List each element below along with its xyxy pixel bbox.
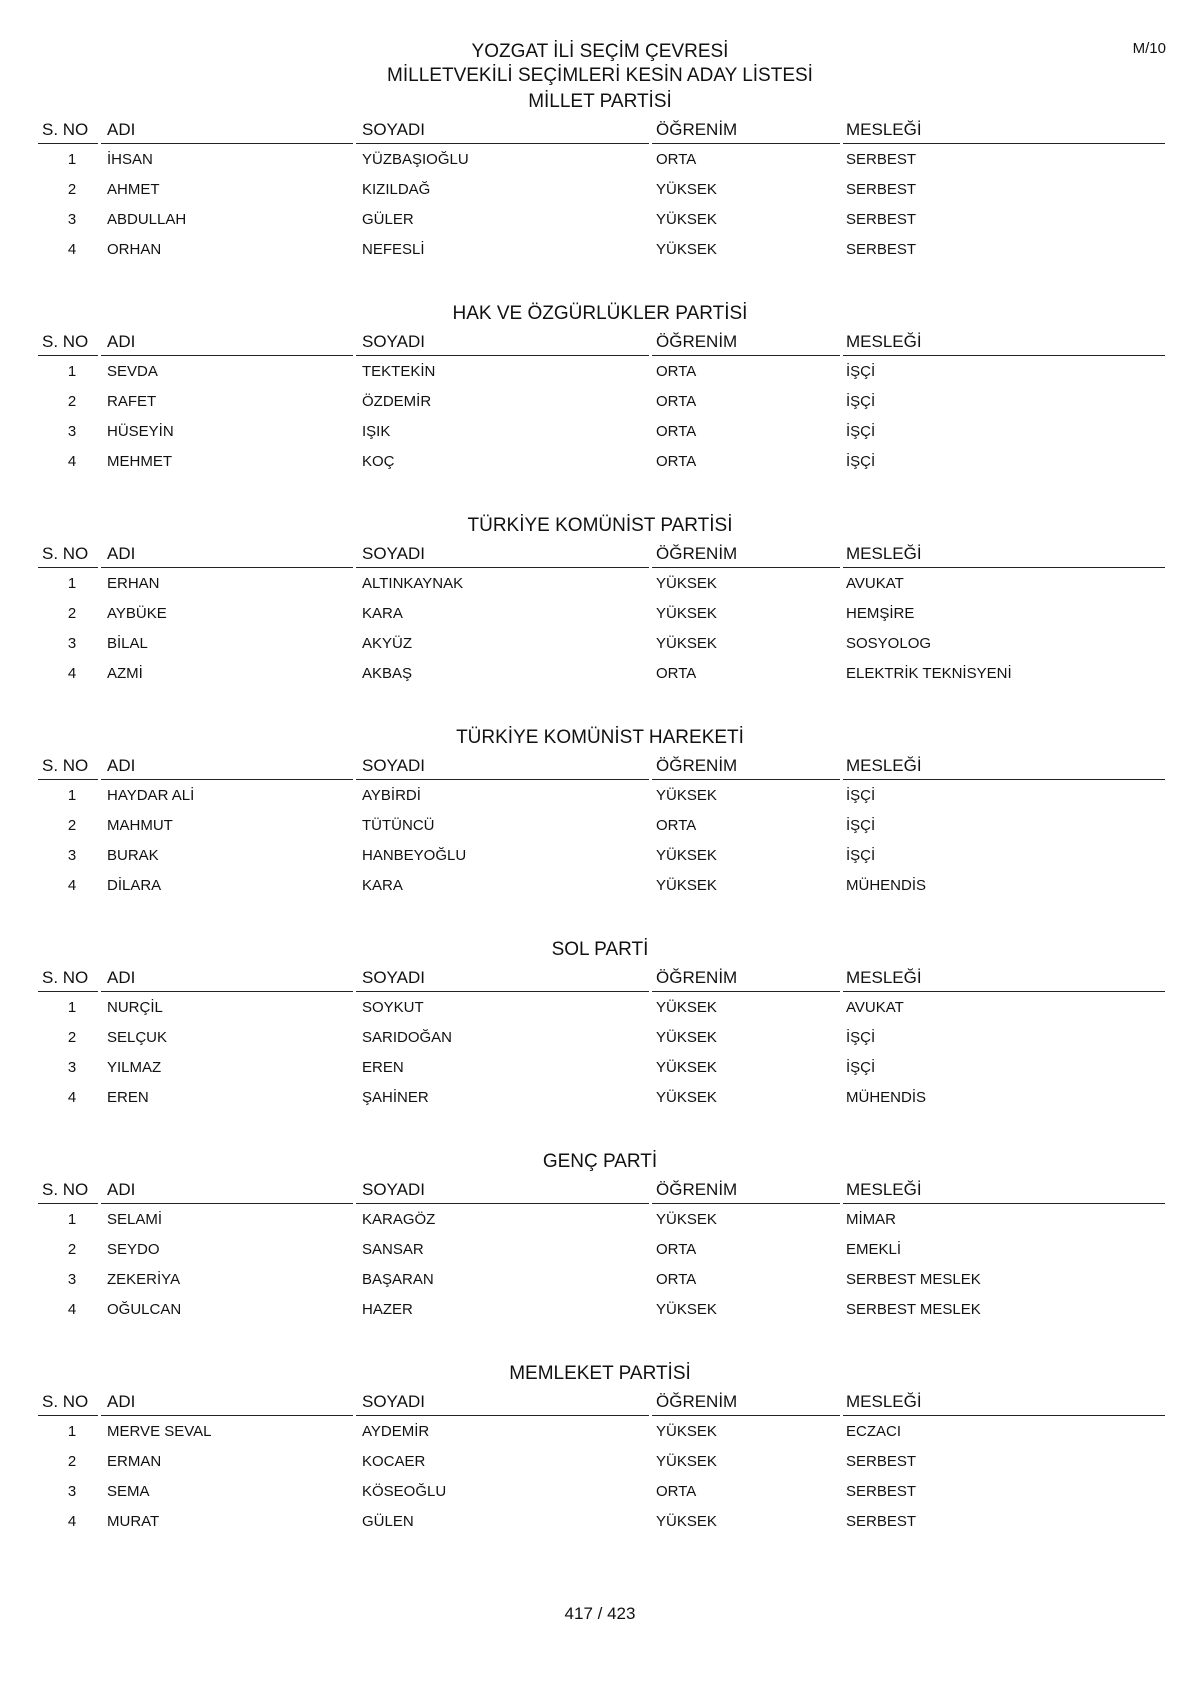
- candidate-soyadi: KARA: [362, 877, 403, 894]
- column-header-ogrenim: ÖĞRENİM: [656, 756, 738, 775]
- party-title: GENÇ PARTİ: [542, 1151, 658, 1172]
- candidate-row: [0, 599, 1200, 629]
- candidate-row: [0, 1417, 1200, 1447]
- column-header-adi: ADI: [107, 332, 136, 351]
- candidate-no: 3: [67, 847, 77, 864]
- column-underline: [652, 1203, 840, 1204]
- candidate-no: 3: [67, 423, 77, 440]
- candidate-adi: ERMAN: [107, 1453, 162, 1470]
- column-underline: [101, 991, 353, 992]
- column-header-row: [0, 1175, 1200, 1205]
- column-header-adi: ADI: [107, 968, 136, 987]
- candidate-adi: ABDULLAH: [107, 211, 187, 228]
- column-underline: [101, 1415, 353, 1416]
- candidate-meslegi: SERBEST: [846, 211, 917, 228]
- candidate-soyadi: BAŞARAN: [362, 1271, 434, 1288]
- candidate-soyadi: YÜZBAŞIOĞLU: [362, 151, 469, 168]
- candidate-row: [0, 1053, 1200, 1083]
- column-header-meslegi: MESLEĞİ: [846, 756, 922, 775]
- candidate-soyadi: NEFESLİ: [362, 241, 425, 258]
- candidate-no: 2: [67, 181, 77, 198]
- candidate-soyadi: AYBİRDİ: [362, 787, 421, 804]
- candidate-ogrenim: YÜKSEK: [656, 181, 717, 198]
- candidate-meslegi: İŞÇİ: [846, 847, 876, 864]
- candidate-no: 3: [67, 1059, 77, 1076]
- candidate-row: [0, 841, 1200, 871]
- candidate-soyadi: ÖZDEMİR: [362, 393, 432, 410]
- candidate-adi: MERVE SEVAL: [107, 1423, 212, 1440]
- candidate-no: 1: [67, 1211, 77, 1228]
- party-section: [0, 725, 1200, 901]
- column-underline: [652, 991, 840, 992]
- column-underline: [38, 143, 98, 144]
- candidate-row: [0, 387, 1200, 417]
- candidate-adi: MURAT: [107, 1513, 160, 1530]
- candidate-no: 4: [67, 1301, 77, 1318]
- column-header-ogrenim: ÖĞRENİM: [656, 968, 738, 987]
- column-underline: [843, 355, 1165, 356]
- column-underline: [843, 991, 1165, 992]
- column-header-meslegi: MESLEĞİ: [846, 968, 922, 987]
- candidate-soyadi: KIZILDAĞ: [362, 181, 431, 198]
- candidate-no: 3: [67, 211, 77, 228]
- candidate-ogrenim: YÜKSEK: [656, 787, 717, 804]
- candidate-meslegi: SERBEST: [846, 241, 917, 258]
- candidate-row: [0, 781, 1200, 811]
- column-header-meslegi: MESLEĞİ: [846, 1392, 922, 1411]
- candidate-row: [0, 1023, 1200, 1053]
- candidate-no: 1: [67, 363, 77, 380]
- candidate-soyadi: KOCAER: [362, 1453, 426, 1470]
- candidate-row: [0, 1235, 1200, 1265]
- candidate-ogrenim: YÜKSEK: [656, 1453, 717, 1470]
- column-header-no: S. NO: [42, 1180, 89, 1199]
- candidate-no: 2: [67, 1453, 77, 1470]
- candidate-no: 2: [67, 393, 77, 410]
- candidate-ogrenim: YÜKSEK: [656, 1089, 717, 1106]
- candidate-ogrenim: YÜKSEK: [656, 635, 717, 652]
- candidate-ogrenim: ORTA: [656, 1271, 697, 1288]
- candidate-ogrenim: YÜKSEK: [656, 1513, 717, 1530]
- column-underline: [652, 143, 840, 144]
- page-code: M/10: [1132, 40, 1166, 57]
- candidate-meslegi: ELEKTRİK TEKNİSYENİ: [846, 665, 1012, 682]
- candidate-meslegi: İŞÇİ: [846, 787, 876, 804]
- candidate-ogrenim: YÜKSEK: [656, 1029, 717, 1046]
- column-underline: [38, 355, 98, 356]
- column-header-meslegi: MESLEĞİ: [846, 544, 922, 563]
- column-underline: [101, 355, 353, 356]
- column-header-soyadi: SOYADI: [362, 120, 425, 139]
- candidate-adi: OĞULCAN: [107, 1301, 182, 1318]
- header-line-list-title: MİLLETVEKİLİ SEÇİMLERİ KESİN ADAY LİSTESİ: [387, 65, 813, 86]
- column-underline: [356, 143, 649, 144]
- party-title: TÜRKİYE KOMÜNİST PARTİSİ: [467, 515, 733, 536]
- candidate-meslegi: İŞÇİ: [846, 1029, 876, 1046]
- party-section: [0, 937, 1200, 1113]
- candidate-ogrenim: ORTA: [656, 151, 697, 168]
- candidate-no: 2: [67, 817, 77, 834]
- candidate-ogrenim: YÜKSEK: [656, 1211, 717, 1228]
- column-header-ogrenim: ÖĞRENİM: [656, 1392, 738, 1411]
- column-header-adi: ADI: [107, 1392, 136, 1411]
- candidate-ogrenim: ORTA: [656, 423, 697, 440]
- candidate-soyadi: HAZER: [362, 1301, 413, 1318]
- candidate-ogrenim: YÜKSEK: [656, 847, 717, 864]
- candidate-meslegi: SERBEST MESLEK: [846, 1301, 981, 1318]
- candidate-soyadi: SANSAR: [362, 1241, 424, 1258]
- candidate-no: 4: [67, 1089, 77, 1106]
- header-line-electoral-district: YOZGAT İLİ SEÇİM ÇEVRESİ: [471, 41, 729, 62]
- candidate-adi: AYBÜKE: [107, 605, 167, 622]
- column-header-row: [0, 963, 1200, 993]
- candidate-adi: İHSAN: [107, 151, 153, 168]
- candidate-adi: ERHAN: [107, 575, 160, 592]
- candidate-meslegi: SOSYOLOG: [846, 635, 932, 652]
- candidate-no: 3: [67, 635, 77, 652]
- candidate-soyadi: TÜTÜNCÜ: [362, 817, 435, 834]
- candidate-ogrenim: ORTA: [656, 453, 697, 470]
- candidate-row: [0, 145, 1200, 175]
- party-title: SOL PARTİ: [551, 939, 649, 960]
- candidate-meslegi: SERBEST: [846, 181, 917, 198]
- candidate-adi: SELAMİ: [107, 1211, 163, 1228]
- candidate-meslegi: SERBEST: [846, 151, 917, 168]
- candidate-adi: SEMA: [107, 1483, 150, 1500]
- candidate-soyadi: TEKTEKİN: [362, 363, 436, 380]
- candidate-soyadi: GÜLEN: [362, 1513, 414, 1530]
- candidate-soyadi: SOYKUT: [362, 999, 424, 1016]
- candidate-adi: EREN: [107, 1089, 149, 1106]
- candidate-ogrenim: YÜKSEK: [656, 241, 717, 258]
- candidate-meslegi: İŞÇİ: [846, 453, 876, 470]
- candidate-no: 4: [67, 877, 77, 894]
- candidate-soyadi: IŞIK: [362, 423, 391, 440]
- column-header-row: [0, 539, 1200, 569]
- candidate-no: 4: [67, 665, 77, 682]
- candidate-row: [0, 1447, 1200, 1477]
- candidate-meslegi: İŞÇİ: [846, 363, 876, 380]
- column-underline: [356, 1203, 649, 1204]
- candidate-meslegi: MİMAR: [846, 1211, 896, 1228]
- column-header-soyadi: SOYADI: [362, 1392, 425, 1411]
- candidate-row: [0, 811, 1200, 841]
- column-header-soyadi: SOYADI: [362, 544, 425, 563]
- candidate-ogrenim: YÜKSEK: [656, 575, 717, 592]
- candidate-ogrenim: YÜKSEK: [656, 1423, 717, 1440]
- candidate-ogrenim: YÜKSEK: [656, 1059, 717, 1076]
- column-header-row: [0, 1387, 1200, 1417]
- candidate-soyadi: AYDEMİR: [362, 1423, 430, 1440]
- candidate-ogrenim: ORTA: [656, 1483, 697, 1500]
- candidate-adi: SEYDO: [107, 1241, 160, 1258]
- column-header-soyadi: SOYADI: [362, 968, 425, 987]
- column-underline: [652, 779, 840, 780]
- column-underline: [652, 567, 840, 568]
- candidate-meslegi: İŞÇİ: [846, 393, 876, 410]
- candidate-no: 1: [67, 1423, 77, 1440]
- column-underline: [843, 567, 1165, 568]
- candidate-no: 1: [67, 999, 77, 1016]
- candidate-row: [0, 1477, 1200, 1507]
- column-underline: [101, 1203, 353, 1204]
- column-header-soyadi: SOYADI: [362, 1180, 425, 1199]
- column-underline: [843, 1415, 1165, 1416]
- column-underline: [38, 991, 98, 992]
- candidate-ogrenim: ORTA: [656, 665, 697, 682]
- column-underline: [38, 567, 98, 568]
- column-underline: [356, 567, 649, 568]
- candidate-row: [0, 1507, 1200, 1537]
- column-header-meslegi: MESLEĞİ: [846, 120, 922, 139]
- column-underline: [652, 1415, 840, 1416]
- column-underline: [101, 567, 353, 568]
- party-title: HAK VE ÖZGÜRLÜKLER PARTİSİ: [452, 303, 748, 324]
- column-header-no: S. NO: [42, 968, 89, 987]
- column-underline: [356, 355, 649, 356]
- candidate-no: 4: [67, 1513, 77, 1530]
- candidate-adi: ORHAN: [107, 241, 162, 258]
- column-header-ogrenim: ÖĞRENİM: [656, 332, 738, 351]
- candidate-meslegi: İŞÇİ: [846, 1059, 876, 1076]
- candidate-meslegi: İŞÇİ: [846, 817, 876, 834]
- candidate-adi: HÜSEYİN: [107, 423, 174, 440]
- party-title: MİLLET PARTİSİ: [528, 91, 672, 112]
- candidate-soyadi: AKBAŞ: [362, 665, 413, 682]
- column-header-soyadi: SOYADI: [362, 332, 425, 351]
- column-header-adi: ADI: [107, 756, 136, 775]
- party-section: [0, 89, 1200, 265]
- candidate-no: 2: [67, 605, 77, 622]
- candidate-meslegi: SERBEST: [846, 1483, 917, 1500]
- candidate-row: [0, 1295, 1200, 1325]
- candidate-row: [0, 235, 1200, 265]
- candidate-ogrenim: ORTA: [656, 817, 697, 834]
- column-underline: [38, 1415, 98, 1416]
- candidate-ogrenim: YÜKSEK: [656, 605, 717, 622]
- candidate-meslegi: EMEKLİ: [846, 1241, 902, 1258]
- candidate-ogrenim: ORTA: [656, 393, 697, 410]
- candidate-soyadi: HANBEYOĞLU: [362, 847, 467, 864]
- column-header-no: S. NO: [42, 756, 89, 775]
- candidate-row: [0, 629, 1200, 659]
- candidate-adi: BİLAL: [107, 635, 148, 652]
- candidate-row: [0, 1205, 1200, 1235]
- party-section: [0, 301, 1200, 477]
- candidate-soyadi: SARIDOĞAN: [362, 1029, 453, 1046]
- candidate-soyadi: KARA: [362, 605, 403, 622]
- party-title: TÜRKİYE KOMÜNİST HAREKETİ: [456, 727, 744, 748]
- candidate-no: 4: [67, 453, 77, 470]
- candidate-meslegi: HEMŞİRE: [846, 605, 915, 622]
- column-header-adi: ADI: [107, 1180, 136, 1199]
- candidate-adi: SEVDA: [107, 363, 158, 380]
- column-header-ogrenim: ÖĞRENİM: [656, 120, 738, 139]
- column-underline: [101, 779, 353, 780]
- candidate-soyadi: KÖSEOĞLU: [362, 1483, 447, 1500]
- candidate-soyadi: ALTINKAYNAK: [362, 575, 464, 592]
- candidate-row: [0, 1083, 1200, 1113]
- candidate-row: [0, 357, 1200, 387]
- candidate-adi: AHMET: [107, 181, 160, 198]
- column-header-row: [0, 751, 1200, 781]
- party-title: MEMLEKET PARTİSİ: [509, 1363, 691, 1384]
- candidate-adi: RAFET: [107, 393, 157, 410]
- column-header-no: S. NO: [42, 120, 89, 139]
- column-header-ogrenim: ÖĞRENİM: [656, 1180, 738, 1199]
- column-header-adi: ADI: [107, 120, 136, 139]
- candidate-ogrenim: YÜKSEK: [656, 877, 717, 894]
- candidate-adi: YILMAZ: [107, 1059, 162, 1076]
- column-underline: [38, 1203, 98, 1204]
- column-underline: [38, 779, 98, 780]
- candidate-no: 1: [67, 787, 77, 804]
- candidate-no: 3: [67, 1483, 77, 1500]
- candidate-adi: NURÇİL: [107, 999, 163, 1016]
- column-header-row: [0, 115, 1200, 145]
- document-header: [0, 40, 1200, 88]
- candidate-adi: DİLARA: [107, 877, 162, 894]
- column-underline: [356, 991, 649, 992]
- candidate-meslegi: AVUKAT: [846, 575, 904, 592]
- candidate-meslegi: ECZACI: [846, 1423, 902, 1440]
- candidate-adi: ZEKERİYA: [107, 1271, 181, 1288]
- candidate-no: 2: [67, 1241, 77, 1258]
- column-header-ogrenim: ÖĞRENİM: [656, 544, 738, 563]
- candidate-meslegi: AVUKAT: [846, 999, 904, 1016]
- column-header-meslegi: MESLEĞİ: [846, 332, 922, 351]
- candidate-adi: HAYDAR ALİ: [107, 787, 195, 804]
- candidate-adi: SELÇUK: [107, 1029, 168, 1046]
- candidate-ogrenim: YÜKSEK: [656, 1301, 717, 1318]
- candidate-row: [0, 447, 1200, 477]
- candidate-soyadi: AKYÜZ: [362, 635, 413, 652]
- candidate-no: 2: [67, 1029, 77, 1046]
- candidate-no: 3: [67, 1271, 77, 1288]
- candidate-soyadi: KOÇ: [362, 453, 395, 470]
- column-underline: [652, 355, 840, 356]
- candidate-row: [0, 569, 1200, 599]
- candidate-adi: BURAK: [107, 847, 159, 864]
- column-header-row: [0, 327, 1200, 357]
- column-header-no: S. NO: [42, 544, 89, 563]
- candidate-meslegi: MÜHENDİS: [846, 877, 927, 894]
- column-underline: [843, 1203, 1165, 1204]
- party-section: [0, 1361, 1200, 1537]
- candidate-row: [0, 205, 1200, 235]
- candidate-meslegi: SERBEST: [846, 1513, 917, 1530]
- party-section: [0, 513, 1200, 689]
- candidate-meslegi: SERBEST MESLEK: [846, 1271, 981, 1288]
- candidate-adi: AZMİ: [107, 665, 143, 682]
- column-underline: [843, 143, 1165, 144]
- candidate-row: [0, 659, 1200, 689]
- column-header-no: S. NO: [42, 332, 89, 351]
- candidate-ogrenim: ORTA: [656, 363, 697, 380]
- candidate-soyadi: GÜLER: [362, 211, 414, 228]
- candidate-no: 1: [67, 575, 77, 592]
- candidate-row: [0, 417, 1200, 447]
- column-underline: [101, 143, 353, 144]
- column-header-meslegi: MESLEĞİ: [846, 1180, 922, 1199]
- candidate-soyadi: KARAGÖZ: [362, 1211, 436, 1228]
- column-header-soyadi: SOYADI: [362, 756, 425, 775]
- candidate-row: [0, 175, 1200, 205]
- candidate-row: [0, 1265, 1200, 1295]
- candidate-ogrenim: YÜKSEK: [656, 211, 717, 228]
- candidate-no: 1: [67, 151, 77, 168]
- candidate-adi: MAHMUT: [107, 817, 173, 834]
- candidate-row: [0, 871, 1200, 901]
- candidate-soyadi: EREN: [362, 1059, 404, 1076]
- candidate-meslegi: MÜHENDİS: [846, 1089, 927, 1106]
- page-number: 417 / 423: [564, 1604, 636, 1623]
- candidate-no: 4: [67, 241, 77, 258]
- column-header-adi: ADI: [107, 544, 136, 563]
- candidate-soyadi: ŞAHİNER: [362, 1089, 429, 1106]
- candidate-row: [0, 993, 1200, 1023]
- candidate-adi: MEHMET: [107, 453, 172, 470]
- candidate-ogrenim: ORTA: [656, 1241, 697, 1258]
- candidate-meslegi: İŞÇİ: [846, 423, 876, 440]
- candidate-ogrenim: YÜKSEK: [656, 999, 717, 1016]
- column-underline: [843, 779, 1165, 780]
- candidate-meslegi: SERBEST: [846, 1453, 917, 1470]
- column-header-no: S. NO: [42, 1392, 89, 1411]
- column-underline: [356, 1415, 649, 1416]
- party-section: [0, 1149, 1200, 1325]
- column-underline: [356, 779, 649, 780]
